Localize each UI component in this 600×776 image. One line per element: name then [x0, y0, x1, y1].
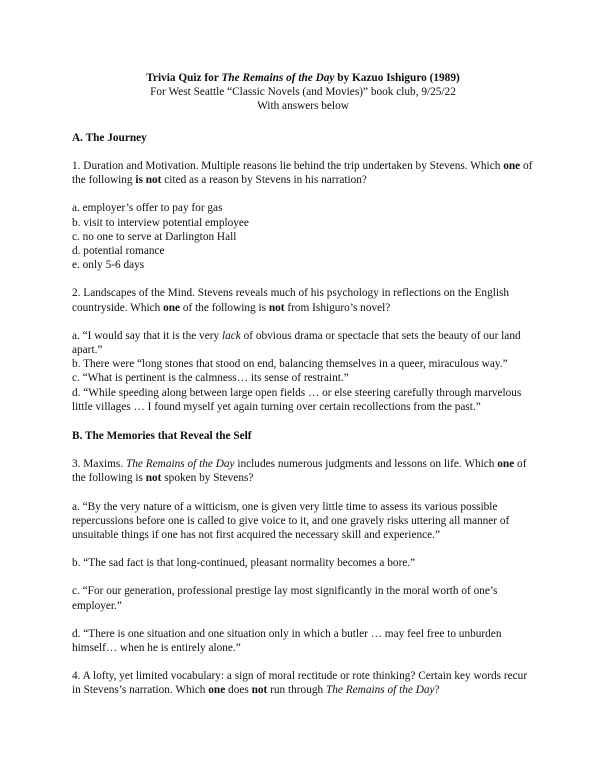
option-b: b. “The sad fact is that long-continued, pleasant normality becomes a bore.” [72, 557, 416, 570]
question-2-options [72, 329, 534, 414]
option-a: a. “By the very nature of a witticism, one is given very little time to assess its various possible repercussions before one is called to give voice to it, and one gravely risks uttering all manner of unsuitable things if one has not first acquired the necessary skill and experience.” [72, 500, 510, 541]
quiz-note: With answers below [257, 99, 349, 112]
option-d: d. “There is one situation and one situation only in which a butler … may feel free to unburden himself… when he is entirely alone.” [72, 627, 502, 654]
option-b: b. visit to interview potential employee [72, 216, 249, 229]
section-b-heading: B. The Memories that Reveal the Self [72, 429, 252, 442]
option-b: b. There were “long stones that stood on end, balancing themselves in a queer, miraculous way.” [72, 358, 508, 371]
option-a: a. “I would say that it is the very lack of obvious drama or spectacle that sets the beauty of our land apart.” [72, 329, 521, 356]
option-e: e. only 5-6 days [72, 259, 145, 272]
option-c: c. “What is pertinent is the calmness… its sense of restraint.” [72, 372, 349, 385]
question-1: 1. Duration and Motivation. Multiple reasons lie behind the trip undertaken by Stevens. Which one of the following is not cited as a reason by Stevens in his narration? [72, 159, 533, 187]
option-c: c. “For our generation, professional prestige lay most significantly in the moral worth of one’s employer.” [72, 585, 498, 612]
option-d: d. “While speeding along between large open fields … or else steering carefully through marvelous little villages … I found myself yet again turning over certain recollections from the past.” [72, 386, 522, 413]
document-header [72, 72, 534, 114]
document-page [72, 72, 534, 698]
section-a-heading: A. The Journey [72, 131, 147, 144]
question-4: 4. A lofty, yet limited vocabulary: a sign of moral rectitude or rote thinking? Certain key words recur in Stevens’s narration. Which one does not run through The Remains of the Day? [72, 670, 528, 697]
option-c: c. no one to serve at Darlington Hall [72, 230, 237, 243]
question-2: 2. Landscapes of the Mind. Stevens reveals much of his psychology in reflections on the English countryside. Which one of the following is not from Ishiguro’s novel? [72, 287, 510, 314]
quiz-title: Trivia Quiz for The Remains of the Day by Kazuo Ishiguro (1989) [146, 72, 460, 84]
option-d: d. potential romance [72, 244, 165, 257]
book-title: The Remains of the Day [221, 72, 335, 84]
option-a: a. employer’s offer to pay for gas [72, 202, 223, 215]
quiz-subtitle: For West Seattle “Classic Novels (and Movies)” book club, 9/25/22 [150, 85, 456, 98]
question-3: 3. Maxims. The Remains of the Day includes numerous judgments and lessons on life. Which one of the following is not spoken by Stevens? [72, 458, 527, 485]
question-1-options [72, 201, 534, 272]
